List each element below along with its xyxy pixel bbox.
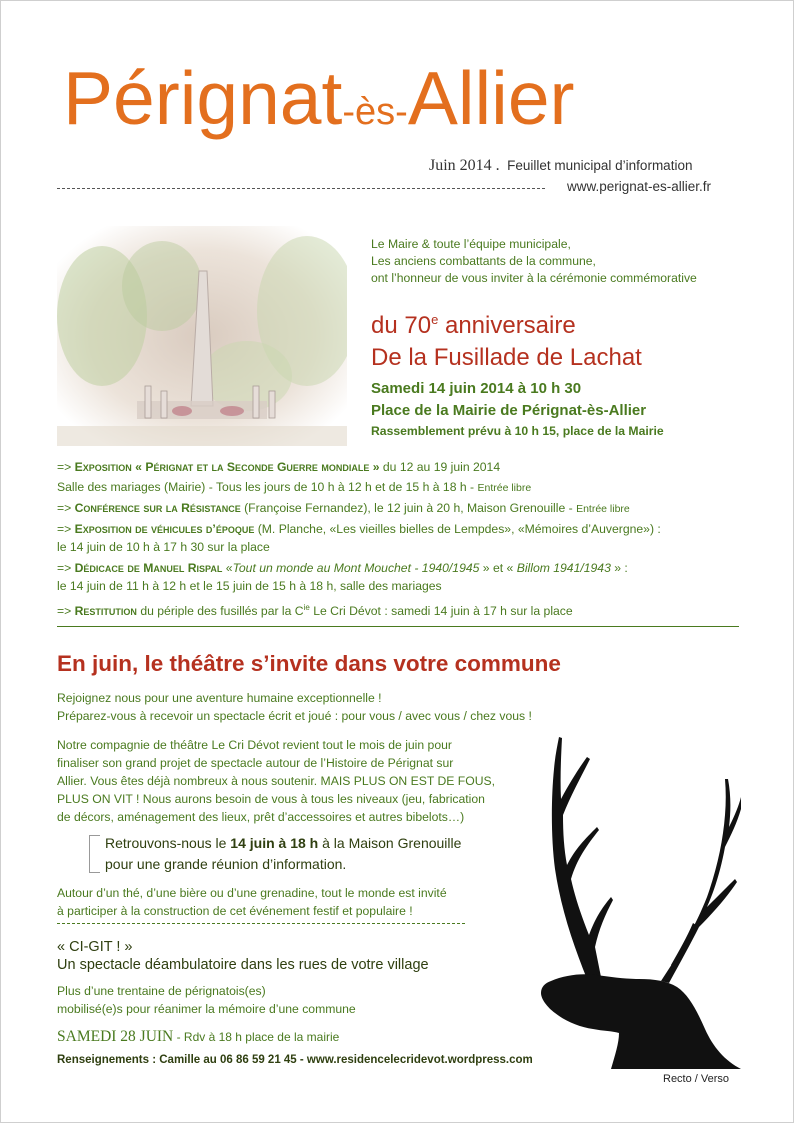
company-sup: ie <box>303 603 310 612</box>
free-entry: Entrée libre <box>477 482 532 494</box>
event-dates: du 12 au 19 juin 2014 <box>382 460 501 474</box>
event-name: « Pérignat et la Seconde Guerre mondiale » <box>131 460 383 474</box>
theatre-intro-1: Rejoignez nous pour une aventure humaine exceptionnelle ! <box>57 691 382 705</box>
issue-line <box>429 157 692 175</box>
event-detail: (Françoise Fernandez), le 12 juin à 20 h, Maison Grenouille - <box>240 501 577 515</box>
theatre-intro-2: Préparez-vous à recevoir un spectacle écrit et joué : pour vous / avec vous / chez vous ! <box>57 709 532 723</box>
paragraph-line-2: finaliser son grand projet de spectacle autour de l’Histoire de Pérignat sur <box>57 756 454 770</box>
events-divider <box>57 626 739 627</box>
header-divider <box>57 188 545 189</box>
arrow: => <box>57 604 75 619</box>
invitation-line-2: Les anciens combattants de la commune, <box>371 254 596 268</box>
anniversary-heading <box>371 304 642 374</box>
event-vehicles-when: le 14 juin de 10 h à 17 h 30 sur la place <box>57 540 270 554</box>
paragraph-line-5: de décors, aménagement des lieux, prêt d’accessoires et autres bibelots…) <box>57 810 465 824</box>
cast-line-1: Plus d’une trentaine de pérignatois(es) <box>57 984 266 998</box>
theatre-paragraph <box>57 736 495 826</box>
anniversary-sup: e <box>431 312 439 327</box>
arrow: => <box>57 460 75 474</box>
paragraph-line-4: PLUS ON VIT ! Nous aurons besoin de vous à tous les niveaux (jeu, fabrication <box>57 792 485 806</box>
event-title: Conférence sur la Résistance <box>74 501 241 515</box>
meeting-date: 14 juin à 18 h <box>230 835 319 851</box>
paragraph-line-1: Notre compagnie de théâtre Le Cri Dévot revient tout le mois de juin pour <box>57 738 452 752</box>
title-perignat: Pérignat <box>63 56 343 140</box>
tea-divider <box>57 923 465 924</box>
book-title-2: Billom 1941/1943 <box>516 561 611 575</box>
website: www.perignat-es-allier.fr <box>567 179 712 194</box>
ceremony-place: Place de la Mairie de Pérignat-ès-Allier <box>371 402 647 419</box>
anniversary-text-2: anniversaire <box>438 312 576 339</box>
anniversary-line-2: De la Fusillade de Lachat <box>371 344 642 371</box>
issue-date: Juin 2014 . <box>429 157 500 174</box>
show-title: « CI-GIT ! » <box>57 939 133 955</box>
meeting-place: à la Maison Grenouille <box>318 835 462 851</box>
title-allier: Allier <box>407 56 575 140</box>
book-title-1: Tout un monde au Mont Mouchet - 1940/1945 <box>232 561 480 575</box>
deer-icon <box>521 729 741 1069</box>
event-conference <box>57 500 630 518</box>
event-vehicles <box>57 521 661 538</box>
theatre-intro <box>57 689 532 725</box>
show-block <box>57 938 429 975</box>
event-dedication-when: le 14 juin de 11 h à 12 h et le 15 juin de 15 h à 18 h, salle des mariages <box>57 579 442 593</box>
anniversary-line-1 <box>371 304 642 342</box>
event-title: Exposition <box>74 460 132 474</box>
arrow: => <box>57 561 75 575</box>
event-title: Restitution <box>74 604 137 619</box>
invitation-line-1: Le Maire & toute l’équipe municipale, <box>371 237 571 251</box>
recto-verso: Recto / Verso <box>663 1073 730 1085</box>
event-title: Dédicace de Manuel Rispal <box>74 561 223 575</box>
event-detail: du périple des fusillés par la C <box>136 604 304 619</box>
show-date-main: SAMEDI 28 JUIN <box>57 1028 174 1045</box>
event-dedication <box>57 560 628 577</box>
title-es: -ès- <box>342 91 408 133</box>
meeting-info <box>105 833 461 875</box>
quote: » et « <box>479 561 517 575</box>
monument-photo <box>57 226 347 446</box>
ceremony-details <box>371 378 664 440</box>
show-date-rdv: - Rdv à 18 h place de la mairie <box>173 1030 340 1044</box>
event-exposition-detail <box>57 479 531 497</box>
free-entry: Entrée libre <box>576 503 630 515</box>
issue-subtitle: Feuillet municipal d’information <box>507 158 693 173</box>
ceremony-date: Samedi 14 juin 2014 à 10 h 30 <box>371 380 582 397</box>
meeting-line-1 <box>105 833 461 854</box>
anniversary-text: du 70 <box>371 312 432 339</box>
cast-info <box>57 982 356 1018</box>
cast-line-2: mobilisé(e)s pour réanimer la mémoire d’une commune <box>57 1002 356 1016</box>
quote: » : <box>610 561 628 575</box>
meeting-text: Retrouvons-nous le <box>105 835 231 851</box>
meeting-bracket <box>89 835 100 873</box>
theatre-heading: En juin, le théâtre s’invite dans votre commune <box>57 651 561 676</box>
show-date <box>57 1028 339 1046</box>
meeting-line-2: pour une grande réunion d’information. <box>105 856 347 872</box>
tea-line-1: Autour d’un thé, d’une bière ou d’une grenadine, tout le monde est invité <box>57 886 447 900</box>
tea-line-2: à participer à la construction de cet événement festif et populaire ! <box>57 904 413 918</box>
quote: « <box>222 561 233 575</box>
ceremony-gathering: Rassemblement prévu à 10 h 15, place de la Mairie <box>371 424 664 438</box>
deer-silhouette <box>521 729 741 1069</box>
event-detail: Salle des mariages (Mairie) - Tous les jours de 10 h à 12 h et de 15 h à 18 h - <box>57 480 478 494</box>
invitation-intro <box>371 236 697 287</box>
contact-info: Renseignements : Camille au 06 86 59 21 45 - www.residencelecridevot.wordpress.com <box>57 1054 533 1066</box>
event-restitution <box>57 599 573 620</box>
invitation-line-3: ont l’honneur de vous inviter à la cérémonie commémorative <box>371 271 697 285</box>
event-exposition <box>57 459 500 476</box>
monument-illustration <box>57 226 347 446</box>
paragraph-line-3: Allier. Vous êtes déjà nombreux à nous soutenir. MAIS PLUS ON EST DE FOUS, <box>57 774 496 788</box>
show-subtitle: Un spectacle déambulatoire dans les rues de votre village <box>57 957 429 973</box>
tea-paragraph <box>57 884 447 920</box>
event-detail: Le Cri Dévot : samedi 14 juin à 17 h sur la place <box>309 604 573 619</box>
masthead-title <box>63 56 575 140</box>
arrow: => <box>57 522 75 536</box>
arrow: => <box>57 501 75 515</box>
event-title: Exposition de véhicules d’époque <box>74 522 255 536</box>
event-detail: (M. Planche, «Les vieilles bielles de Lempdes», «Mémoires d’Auvergne») : <box>254 522 661 536</box>
